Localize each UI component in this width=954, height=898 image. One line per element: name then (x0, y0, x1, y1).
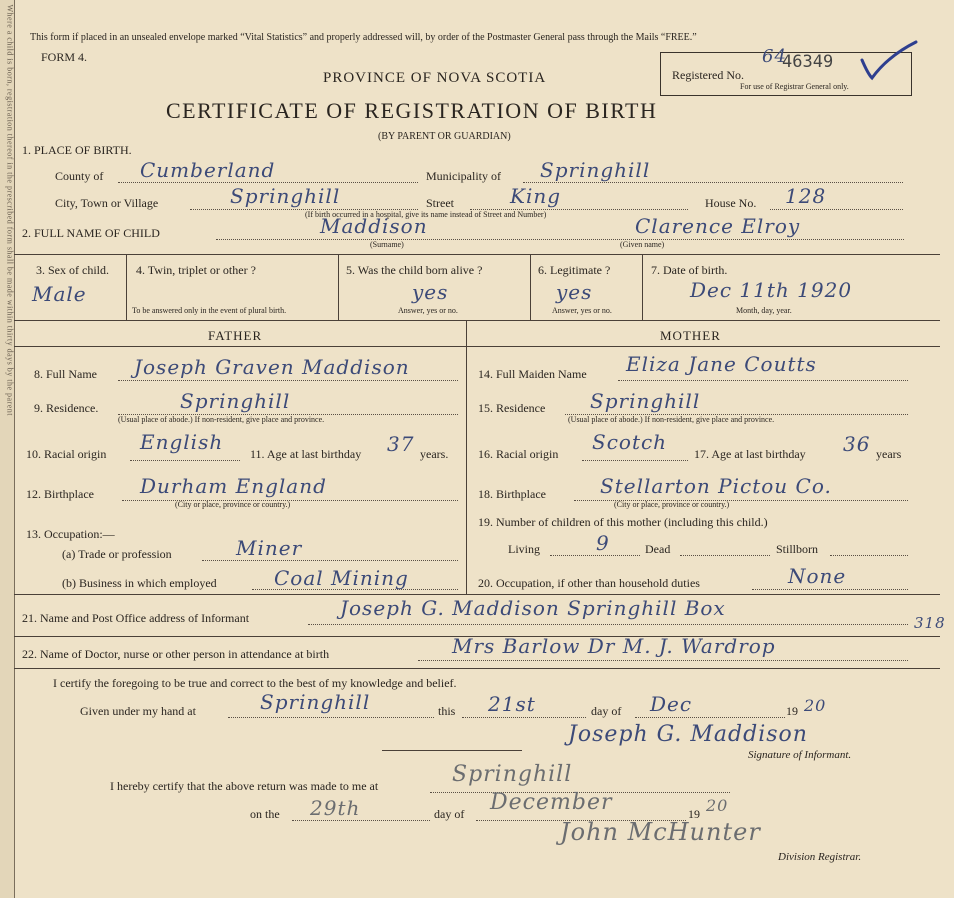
mother-occupation-label: 20. Occupation, if other than household duties (478, 576, 700, 590)
father-residence-value: Springhill (180, 389, 291, 413)
father-racial-line (130, 460, 240, 461)
father-residence-note: (Usual place of abode.) If non-resident, give place and province. (118, 415, 325, 424)
mother-occupation-line (752, 589, 908, 590)
day-of-label: day of (591, 704, 622, 718)
municipality-label: Municipality of (426, 169, 501, 183)
row-rule-top (14, 254, 940, 255)
informant-signature-label: Signature of Informant. (748, 749, 852, 761)
given-year-prefix: 19 (786, 704, 798, 718)
father-name-value: Joseph Graven Maddison (134, 355, 410, 379)
registrar-signature: John McHunter (560, 818, 761, 846)
father-birthplace-value: Durham England (140, 474, 327, 498)
house-line (770, 209, 903, 210)
county-line (118, 182, 418, 183)
legitimate-value: yes (556, 280, 593, 304)
registrar-day-value: 29th (310, 796, 361, 820)
col-divider-1 (126, 254, 127, 320)
given-place-value: Springhill (260, 690, 371, 714)
father-heading: FATHER (208, 328, 263, 343)
twin-label: 4. Twin, triplet or other ? (136, 263, 256, 277)
registrar-year-prefix: 19 (688, 807, 700, 821)
mother-name-value: Eliza Jane Coutts (626, 352, 817, 376)
street-label: Street (426, 196, 454, 210)
given-label: Given under my hand at (80, 704, 196, 718)
living-line (550, 555, 640, 556)
mother-racial-value: Scotch (592, 430, 668, 454)
given-day-value: 21st (488, 692, 536, 716)
informant-label: 21. Name and Post Office address of Informant (22, 611, 250, 625)
father-name-line (118, 380, 458, 381)
margin-text: Where a child is born, registration thereof in the prescribed form shall be made within thirty days by the parent (5, 4, 15, 416)
registrar-note: For use of Registrar General only. (740, 82, 849, 91)
registered-label: Registered No. (672, 68, 744, 82)
registered-handwritten: 64 (762, 46, 787, 67)
registrar-place-value: Springhill (452, 762, 573, 787)
mother-residence-label: 15. Residence (478, 401, 546, 415)
check-mark-icon (858, 38, 920, 82)
province-title: PROVINCE OF NOVA SCOTIA (323, 70, 547, 86)
alive-value: yes (412, 280, 449, 304)
blank-signature-line (382, 750, 522, 751)
given-month-value: Dec (650, 692, 693, 716)
city-label: City, Town or Village (55, 196, 159, 210)
left-binding-edge (0, 0, 15, 898)
father-age-unit: years. (420, 447, 449, 461)
father-racial-label: 10. Racial origin (26, 447, 107, 461)
registrar-year-value: 20 (706, 796, 729, 815)
mother-racial-line (582, 460, 688, 461)
mother-name-line (618, 380, 908, 381)
father-name-label: 8. Full Name (34, 367, 97, 381)
registered-number: 46349 (782, 52, 834, 72)
sex-value: Male (32, 282, 87, 306)
informant-box-number: 318 (914, 614, 946, 632)
mother-age-unit: years (876, 447, 902, 461)
legitimate-note: Answer, yes or no. (552, 306, 612, 315)
mother-residence-note: (Usual place of abode.) If non-resident, give place and province. (568, 415, 775, 424)
child-name-label: 2. FULL NAME OF CHILD (22, 226, 160, 240)
sex-label: 3. Sex of child. (36, 263, 109, 277)
stillborn-line (830, 555, 908, 556)
mother-age-label: 17. Age at last birthday (694, 447, 806, 461)
certificate-subtitle: (BY PARENT OR GUARDIAN) (378, 131, 511, 142)
registrar-day-of-label: day of (434, 807, 465, 821)
given-day-line (462, 717, 586, 718)
father-age-label: 11. Age at last birthday (250, 447, 362, 461)
father-birthplace-note: (City or place, province or country.) (175, 500, 291, 509)
father-trade-label: (a) Trade or profession (62, 547, 172, 561)
father-birthplace-label: 12. Birthplace (26, 487, 94, 501)
informant-value: Joseph G. Maddison Springhill Box (340, 596, 726, 620)
doctor-line (418, 660, 908, 661)
certificate-title: CERTIFICATE OF REGISTRATION OF BIRTH (166, 98, 658, 123)
mother-birthplace-note: (City or place, province or country.) (614, 500, 730, 509)
mother-name-label: 14. Full Maiden Name (478, 367, 587, 381)
on-the-label: on the (250, 807, 280, 821)
surname-note: (Surname) (370, 240, 404, 249)
father-age-value: 37 (387, 432, 415, 456)
parents-divider (466, 320, 467, 594)
father-occupation-label: 13. Occupation:— (26, 527, 115, 541)
alive-note: Answer, yes or no. (398, 306, 458, 315)
stillborn-label: Stillborn (776, 542, 819, 556)
doctor-label: 22. Name of Doctor, nurse or other person in attendance at birth (22, 647, 330, 661)
father-trade-value: Miner (236, 536, 303, 560)
county-value: Cumberland (140, 158, 276, 182)
dead-line (680, 555, 770, 556)
dead-label: Dead (645, 542, 671, 556)
house-label: House No. (705, 196, 757, 210)
surname-value: Maddison (320, 214, 428, 238)
place-of-birth-label: 1. PLACE OF BIRTH. (22, 143, 132, 157)
father-racial-value: English (140, 430, 224, 454)
living-label: Living (508, 542, 540, 556)
row-rule-bottom (14, 320, 940, 321)
child-name-line (216, 239, 904, 240)
given-name-value: Clarence Elroy (635, 214, 801, 238)
date-value: Dec 11th 1920 (690, 278, 853, 302)
twin-note: To be answered only in the event of plural birth. (132, 306, 287, 315)
mother-occupation-value: None (788, 564, 847, 588)
street-value: King (510, 184, 562, 208)
informant-rule (14, 594, 940, 595)
mother-children-label: 19. Number of children of this mother (including this child.) (478, 515, 768, 529)
registrar-day-line (292, 820, 430, 821)
date-label: 7. Date of birth. (651, 263, 728, 277)
living-value: 9 (596, 531, 610, 555)
father-trade-line (202, 560, 458, 561)
registrar-signature-label: Division Registrar. (778, 851, 862, 863)
postal-notice: This form if placed in an unsealed envelope marked “Vital Statistics” and properly addressed will, by order of the Postmaster General pass through the Mails “FREE.” (30, 32, 697, 43)
informant-line (308, 624, 908, 625)
mother-birthplace-label: 18. Birthplace (478, 487, 546, 501)
this-label: this (438, 704, 456, 718)
col-divider-2 (338, 254, 339, 320)
municipality-value: Springhill (540, 158, 651, 182)
mother-residence-value: Springhill (590, 389, 701, 413)
legitimate-label: 6. Legitimate ? (538, 263, 611, 277)
father-business-label: (b) Business in which employed (62, 576, 217, 590)
house-value: 128 (785, 184, 827, 208)
date-note: Month, day, year. (736, 306, 792, 315)
county-label: County of (55, 169, 104, 183)
parents-heading-rule (14, 346, 940, 347)
father-business-value: Coal Mining (274, 566, 409, 590)
given-year-value: 20 (804, 696, 827, 715)
registrar-month-value: December (490, 790, 613, 815)
certification-rule (14, 668, 940, 669)
doctor-value: Mrs Barlow Dr M. J. Wardrop (452, 634, 776, 658)
given-name-note: (Given name) (620, 240, 665, 249)
form-number: FORM 4. (41, 50, 88, 64)
certify-text: I certify the foregoing to be true and correct to the best of my knowledge and belief. (53, 676, 457, 690)
mother-age-value: 36 (843, 432, 871, 456)
informant-signature: Joseph G. Maddison (568, 722, 808, 747)
mother-birthplace-value: Stellarton Pictou Co. (600, 474, 832, 498)
mother-heading: MOTHER (660, 328, 721, 343)
col-divider-3 (530, 254, 531, 320)
city-value: Springhill (230, 184, 341, 208)
given-place-line (228, 717, 434, 718)
registrar-certify-text: I hereby certify that the above return was made to me at (110, 779, 379, 793)
mother-racial-label: 16. Racial origin (478, 447, 559, 461)
alive-label: 5. Was the child born alive ? (346, 263, 483, 277)
municipality-line (523, 182, 903, 183)
father-residence-label: 9. Residence. (34, 401, 99, 415)
given-month-line (635, 717, 785, 718)
col-divider-4 (642, 254, 643, 320)
hospital-note: (If birth occurred in a hospital, give its name instead of Street and Number) (305, 210, 547, 219)
